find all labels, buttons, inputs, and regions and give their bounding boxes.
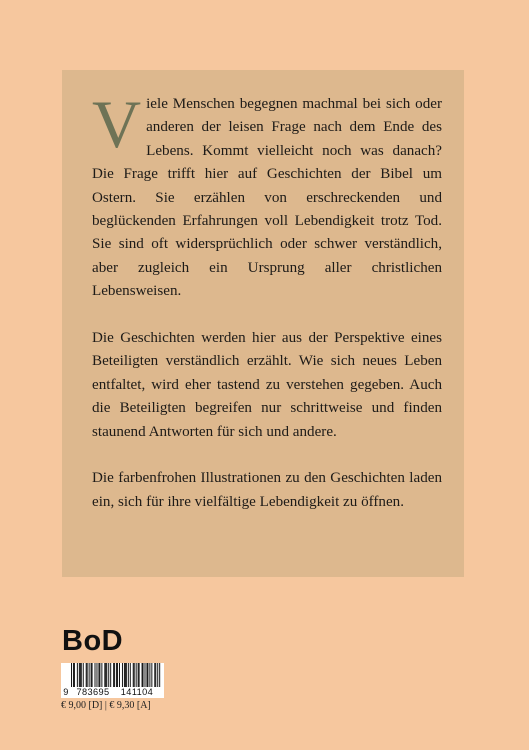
barcode-bar <box>122 663 123 687</box>
barcode-bar <box>134 663 135 687</box>
barcode-bar <box>142 663 143 687</box>
barcode-bar <box>126 663 127 687</box>
barcode-bar <box>124 663 125 687</box>
barcode-bar <box>79 663 80 687</box>
barcode-bar <box>138 663 139 687</box>
barcode-bar <box>136 663 137 687</box>
barcode-bars <box>71 663 161 687</box>
barcode-bar <box>83 663 84 687</box>
barcode-bar <box>104 663 105 687</box>
barcode-bar <box>149 663 150 687</box>
isbn-group-2: 141104 <box>120 687 154 697</box>
barcode-bar <box>117 663 118 687</box>
barcode-bar <box>74 663 75 687</box>
barcode-bar <box>133 663 134 687</box>
barcode-bar <box>128 663 129 687</box>
barcode-bar <box>96 663 97 687</box>
barcode-bar <box>159 663 160 687</box>
barcode-bar <box>80 663 81 687</box>
barcode-bar <box>114 663 115 687</box>
isbn-first-digit: 9 <box>63 687 69 697</box>
barcode-bar <box>147 663 148 687</box>
back-cover-blurb <box>92 86 442 538</box>
barcode-bar <box>154 663 155 687</box>
barcode-bar <box>101 663 102 687</box>
barcode-bar <box>113 663 114 687</box>
barcode-bar <box>95 663 96 687</box>
barcode-bar <box>86 663 87 687</box>
barcode-bar <box>91 663 92 687</box>
barcode-bar <box>99 663 100 687</box>
blurb-paragraph-1 <box>92 86 442 304</box>
publisher-logo: BoD <box>62 625 124 657</box>
blurb-paragraph-2: Die Geschichten werden hier aus der Perspektive eines Beteiligten verständlich erzählt. Wie sich neues Leben entfaltet, wird eher tastend zu verstehen gegeben. Auch die Beteiligten begreifen nur schrittweise und finden staunend Antworten für sich und andere. <box>92 330 442 440</box>
barcode-bar <box>108 663 109 687</box>
barcode-bar <box>110 663 111 687</box>
barcode-bar <box>119 663 120 687</box>
isbn-barcode <box>61 663 164 687</box>
barcode-bar <box>87 663 88 687</box>
barcode-bar <box>157 663 158 687</box>
barcode-bar <box>116 663 117 687</box>
barcode-bar <box>143 663 144 687</box>
barcode-bar <box>145 663 146 687</box>
barcode-bar <box>139 663 140 687</box>
barcode-bar <box>151 663 152 687</box>
barcode-bar <box>92 663 93 687</box>
blurb-paragraph-3: Die farbenfrohen Illustrationen zu den Geschichten laden ein, sich für ihre vielfältige Lebendigkeit zu öffnen. <box>92 470 442 510</box>
barcode-bar <box>81 663 82 687</box>
isbn-group-1: 783695 <box>76 687 110 697</box>
barcode-bar <box>155 663 156 687</box>
barcode-bar <box>146 663 147 687</box>
barcode-bar <box>89 663 90 687</box>
barcode-bar <box>106 663 107 687</box>
barcode-bar <box>73 663 74 687</box>
barcode-bar <box>125 663 126 687</box>
drop-cap: V <box>92 86 142 162</box>
isbn-number <box>61 687 164 698</box>
price-label: € 9,00 [D] | € 9,30 [A] <box>61 700 151 711</box>
barcode-bar <box>105 663 106 687</box>
barcode-bar <box>77 663 78 687</box>
barcode-bar <box>98 663 99 687</box>
barcode-bar <box>71 663 72 687</box>
blurb-paragraph-1-text: iele Menschen begegnen machmal bei sich oder anderen der leisen Frage nach dem Ende des Lebens. Kommt vielleicht noch was danach? Die Frage trifft hier auf Geschichten der Bibel um Ostern. Sie erzählen von erschreckenden und beglückenden Erfahrungen voll Lebendigkeit trotz Tod. Sie sind oft widersprüchlich oder schwer verständlich, aber zugleich ein Ursprung aller christlichen Lebensweisen. <box>92 96 442 300</box>
barcode-bar <box>130 663 131 687</box>
